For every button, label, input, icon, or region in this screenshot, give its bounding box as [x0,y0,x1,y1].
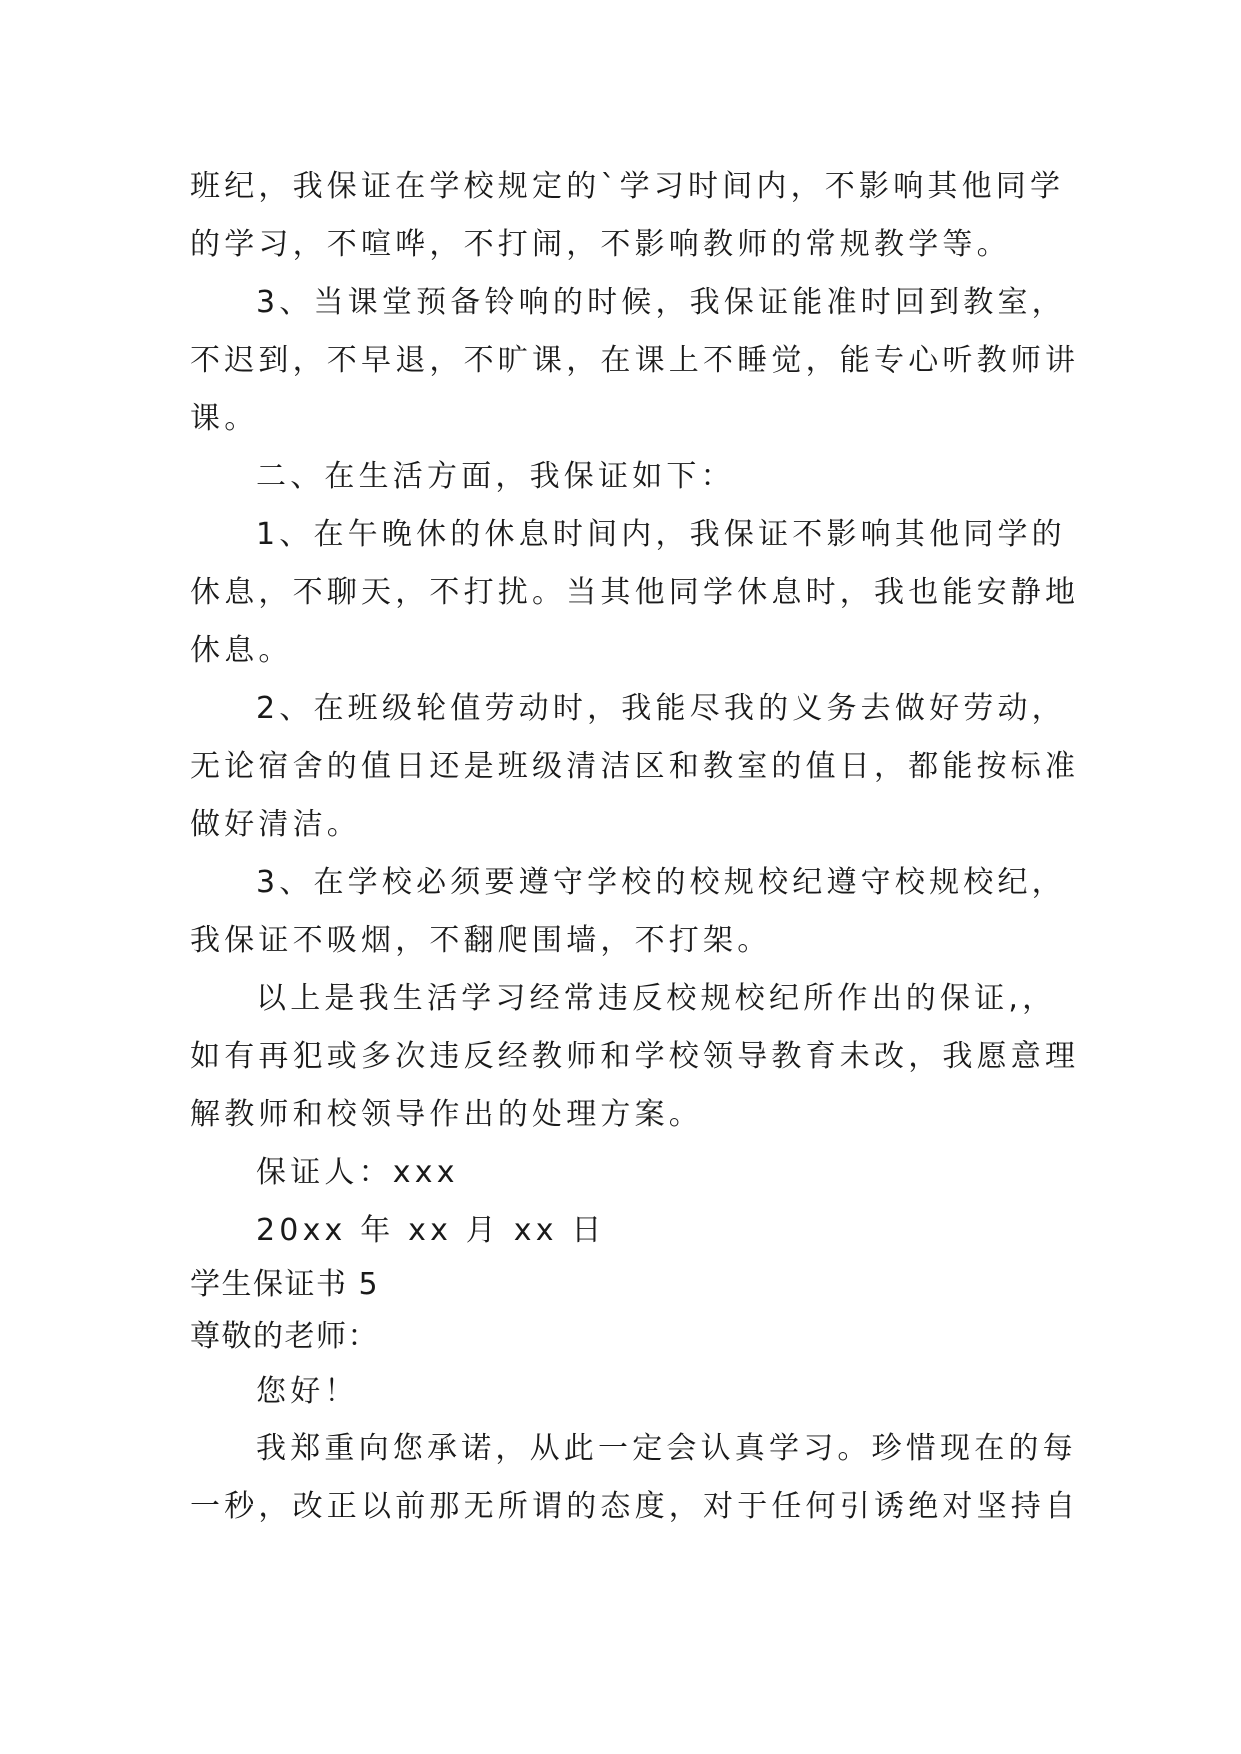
paragraph [190,158,1065,274]
text-line: 做好清洁。 [190,807,361,842]
text-line: 以上是我生活学习经常违反校规校纪所作出的保证,， [256,981,1057,1016]
text-line: 1、在午晚休的休息时间内，我保证不影响其他同学的 [256,517,1066,552]
text-line: 不迟到，不早退，不旷课，在课上不睡觉，能专心听教师讲 [190,343,1080,378]
letter-title: 学生保证书 5 [190,1267,380,1302]
text-line: 班纪，我保证在学校规定的`学习时间内，不影响其他同学 [190,169,1065,204]
text-line: 我郑重向您承诺，从此一定会认真学习。珍惜现在的每 [256,1431,1077,1466]
paragraph [190,506,1080,680]
text-line: 3、在学校必须要遵守学校的校规校纪遵守校规校纪， [256,865,1066,900]
paragraph [190,854,1066,970]
text-line: 二、在生活方面，我保证如下： [256,459,735,494]
text-line: 2、在班级轮值劳动时，我能尽我的义务去做好劳动， [256,691,1066,726]
text-line: 无论宿舍的值日还是班级清洁区和教室的值日，都能按标准 [190,749,1080,784]
text-line: 课。 [190,401,259,436]
paragraph [190,680,1080,854]
text-line: 3、当课堂预备铃响的时候，我保证能准时回到教室， [256,285,1066,320]
date-line: 20xx 年 xx 月 xx 日 [256,1213,606,1248]
text-line: 一秒，改正以前那无所谓的态度，对于任何引诱绝对坚持自 [190,1489,1080,1524]
paragraph [190,970,1080,1144]
text-line: 我保证不吸烟，不翻爬围墙，不打架。 [190,923,772,958]
signature-block [190,1144,1060,1260]
salutation: 尊敬的老师： [190,1319,379,1354]
next-letter [190,1260,1080,1536]
text-line: 的学习，不喧哗，不打闹，不影响教师的常规教学等。 [190,227,1011,262]
section-heading [190,448,1060,506]
greeting: 您好！ [256,1374,359,1409]
paragraph [190,274,1080,448]
text-line: 休息。 [190,633,293,668]
text-line: 休息，不聊天，不打扰。当其他同学休息时，我也能安静地 [190,575,1080,610]
text-line: 解教师和校领导作出的处理方案。 [190,1097,703,1132]
text-line: 如有再犯或多次违反经教师和学校领导教育未改，我愿意理 [190,1039,1080,1074]
document-body [190,158,1080,1536]
guarantor-line: 保证人：xxx [256,1155,459,1190]
